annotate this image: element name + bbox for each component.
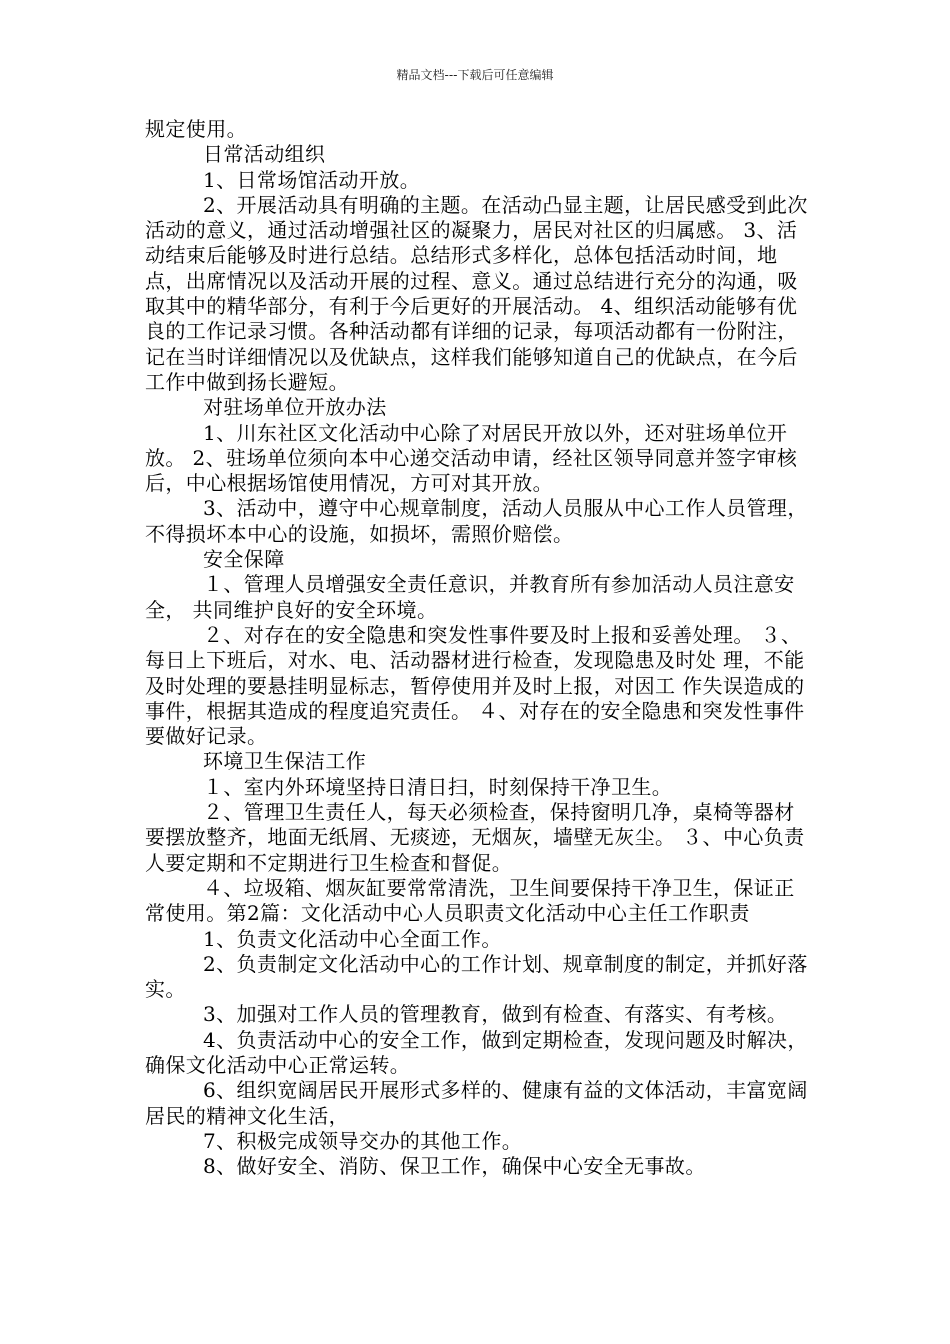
paragraph: 2、负责制定文化活动中心的工作计划、规章制度的制定，并抓好落实。 (145, 951, 808, 1002)
paragraph: １、管理人员增强安全责任意识，并教育所有参加活动人员注意安全， 共同维护良好的安全环境。 (145, 572, 795, 622)
paragraph: 7、积极完成领导交办的其他工作。 (203, 1128, 523, 1153)
paragraph: 1、日常场馆活动开放。 (203, 167, 421, 192)
paragraph: 2、开展活动具有明确的主题。在活动凸显主题，让居民感受到此次活动的意义，通过活动增强社区的凝聚力，居民对社区的归属感。 3、活动结束后能够及时进行总结。总结形式多样化，总体包括活动时间，地点，出席情况以及活动开展的过程、意义。通过总结进行充分的沟通，吸取其中的精华部分，有利于今后更好的开展活动。 4、组织活动能够有优良的工作记录习惯。各种活动都有详细的记录，每项活动都有一份附注，记在当时详细情况以及优缺点，这样我们能够知道自己的优缺点，在今后工作中做到扬长避短。 (145, 192, 808, 394)
paragraph: 对驻场单位开放办法 (203, 395, 387, 420)
paragraph: 环境卫生保洁工作 (203, 749, 367, 774)
paragraph: ２、对存在的安全隐患和突发性事件要及时上报和妥善处理。 ３、每日上下班后，对水、电、活动器材进行检查，发现隐患及时处 理，不能及时处理的要悬挂明显标志，暂停使用并及时上报，对因工 作失误造成的事件，根据其造成的程度追究责任。 ４、对存在的安全隐患和突发性事件要做好记录。 (145, 622, 805, 749)
paragraph: 安全保障 (203, 547, 285, 572)
page-header: 精品文档---下载后可任意编辑 (396, 68, 554, 82)
paragraph: ４、垃圾箱、烟灰缸要常常清洗，卫生间要保持干净卫生，保证正常使用。第2篇：文化活动中心人员职责文化活动中心主任工作职责 (145, 875, 795, 926)
paragraph: 8、做好安全、消防、保卫工作，确保中心安全无事故。 (203, 1154, 706, 1179)
paragraph: 规定使用。 (145, 117, 247, 141)
paragraph: 日常活动组织 (203, 142, 326, 167)
paragraph: 3、活动中，遵守中心规章制度，活动人员服从中心工作人员管理，不得损坏本中心的设施，如损坏，需照价赔偿。 (145, 496, 808, 546)
paragraph: 3、加强对工作人员的管理教育，做到有检查、有落实、有考核。 (203, 1002, 788, 1027)
paragraph: 1、负责文化活动中心全面工作。 (203, 926, 502, 951)
paragraph: 6、组织宽阔居民开展形式多样的、健康有益的文体活动，丰富宽阔居民的精神文化生活， (145, 1078, 808, 1128)
paragraph: ２、管理卫生责任人，每天必须检查，保持窗明几净，桌椅等器材要摆放整齐，地面无纸屑、无痰迹，无烟灰，墙壁无灰尘。 ３、中心负责人要定期和不定期进行卫生检查和督促。 (145, 800, 805, 875)
paragraph: 1、川东社区文化活动中心除了对居民开放以外，还对驻场单位开放。 2、驻场单位须向本中心递交活动申请，经社区领导同意并签字审核后，中心根据场馆使用情况，方可对其开放。 (145, 420, 798, 496)
paragraph: 4、负责活动中心的安全工作，做到定期检查，发现问题及时解决，确保文化活动中心正常运转。 (145, 1027, 808, 1077)
document-body (145, 117, 811, 1179)
paragraph: １、室内外环境坚持日清日扫，时刻保持干净卫生。 (203, 774, 673, 799)
